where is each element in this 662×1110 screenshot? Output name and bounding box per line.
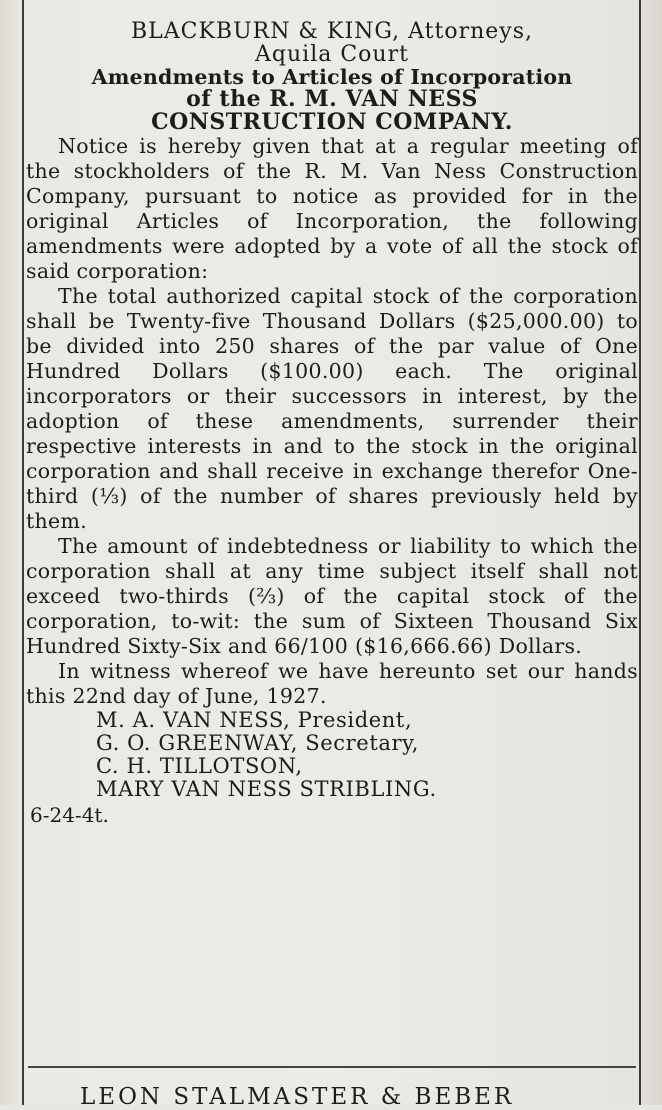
next-article-header: LEON STALMASTER & BEBER bbox=[80, 1084, 515, 1110]
signature-line: M. A. VAN NESS, President, bbox=[96, 708, 413, 732]
notice-title: Amendments to Articles of Incorporation bbox=[91, 65, 573, 89]
right-column-rule bbox=[639, 0, 641, 1105]
notice-body bbox=[26, 134, 638, 709]
signature-line: G. O. GREENWAY, Secretary, bbox=[96, 731, 420, 755]
right-column-fragment bbox=[642, 0, 662, 1105]
paragraph-witness: In witness whereof we have hereunto set our hands this 22nd day of June, 1927. bbox=[26, 659, 638, 708]
signature-line: C. H. TILLOTSON, bbox=[96, 754, 303, 778]
paragraph-capital-stock: The total authorized capital stock of the corporation shall be Twenty-five Thousand Dollars ($25,000.00) to be divided into 250 shares of the par value of One Hundred Dollars ($100.00) each. The original incorporators or their successors in interest, by the adoption of these amendments, surrender their respective interests in and to the stock in the original corporation and shall receive in exchange therefor One-third (⅓) of the number of shares previously held by them. bbox=[26, 284, 638, 533]
insertion-code: 6-24-4t. bbox=[30, 803, 109, 827]
legal-notice bbox=[26, 20, 638, 827]
article-divider bbox=[28, 1066, 636, 1068]
signature-block bbox=[26, 709, 638, 801]
attorney-address: Aquila Court bbox=[255, 42, 409, 67]
left-column-fragment bbox=[0, 0, 22, 1105]
paragraph-notice: Notice is hereby given that at a regular meeting of the stockholders of the R. M. Van Ness Construction Company, pursuant to notice as provided for in the original Articles of Incorporation, the following amendments were adopted by a vote of all the stock of said corporation: bbox=[26, 134, 638, 283]
attorney-firm: BLACKBURN & KING, Attorneys, bbox=[130, 19, 534, 44]
signature-line: MARY VAN NESS STRIBLING. bbox=[96, 777, 437, 801]
notice-title-line3: CONSTRUCTION COMPANY. bbox=[151, 109, 513, 135]
notice-title-line2: of the R. M. VAN NESS bbox=[186, 86, 478, 112]
left-column-rule bbox=[22, 0, 24, 1105]
paragraph-indebtedness: The amount of indebtedness or liability to which the corporation shall at any time subject itself shall not exceed two-thirds (⅔) of the capital stock of the corporation, to-wit: the sum of Sixteen Thousand Six Hundred Sixty-Six and 66/100 ($16,666.66) Dollars. bbox=[26, 534, 638, 658]
